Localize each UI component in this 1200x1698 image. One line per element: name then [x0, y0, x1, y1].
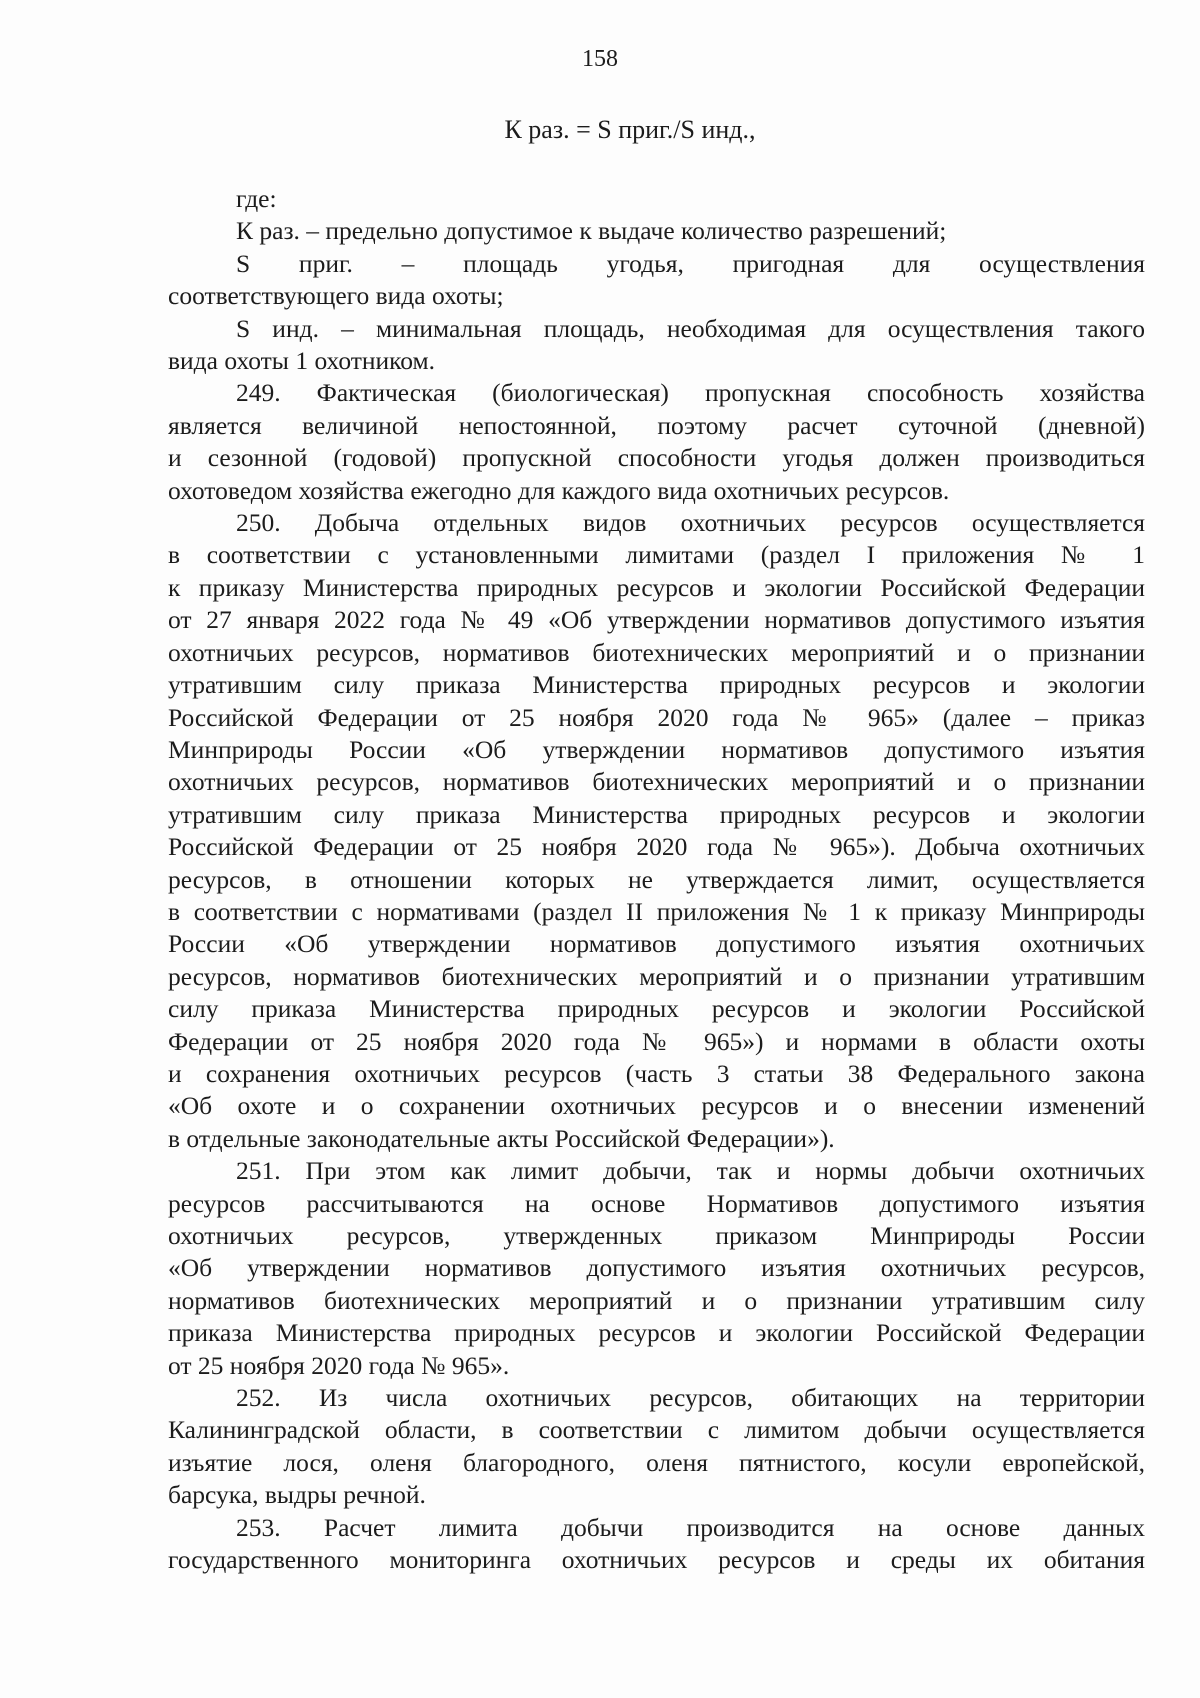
paragraphs-list — [168, 377, 1145, 1576]
text-line: утратившим силу приказа Министерства природных ресурсов и экологии — [168, 799, 1145, 829]
text-line: в соответствии с нормативами (раздел II приложения № 1 к приказу Минприроды — [168, 896, 1145, 926]
text-line: от 27 января 2022 года № 49 «Об утверждении нормативов допустимого изъятия — [168, 605, 1145, 635]
text-line: Федерации от 25 ноября 2020 года № 965») и нормами в области охоты — [168, 1026, 1145, 1056]
formula: К раз. = S приг./S инд., — [504, 115, 756, 144]
text-line: и сохранения охотничьих ресурсов (часть 3 статьи 38 Федерального закона — [168, 1058, 1145, 1088]
text-line: «Об охоте и о сохранении охотничьих ресурсов и о внесении изменений — [168, 1091, 1145, 1121]
text-line: 252. Из числа охотничьих ресурсов, обитающих на территории — [236, 1383, 1145, 1413]
text-line: соответствующего вида охоты; — [168, 281, 504, 311]
text-line: охотничьих ресурсов, утвержденных приказом Минприроды России — [168, 1221, 1145, 1250]
text-line: S инд. – минимальная площадь, необходимая для осуществления такого — [236, 313, 1145, 343]
text-line: К раз. – предельно допустимое к выдаче количество разрешений; — [236, 216, 947, 246]
paragraph — [168, 377, 1145, 507]
text-line: ресурсов рассчитываются на основе Нормативов допустимого изъятия — [168, 1188, 1145, 1218]
text-line: охотоведом хозяйства ежегодно для каждого вида охотничьих ресурсов. — [168, 475, 950, 505]
paragraph — [168, 1155, 1145, 1382]
definition-item — [168, 313, 1145, 378]
paragraph — [168, 1512, 1145, 1577]
text-line: 253. Расчет лимита добычи производится на основе данных — [236, 1512, 1145, 1542]
paragraph — [168, 507, 1145, 1155]
text-line: и сезонной (годовой) пропускной способности угодья должен производиться — [168, 443, 1145, 473]
text-line: приказа Министерства природных ресурсов и экологии Российской Федерации — [168, 1318, 1145, 1348]
text-line: России «Об утверждении нормативов допустимого изъятия охотничьих — [168, 929, 1145, 959]
text-line: силу приказа Министерства природных ресурсов и экологии Российской — [168, 994, 1145, 1024]
text-line: 251. При этом как лимит добычи, так и нормы добычи охотничьих — [236, 1156, 1145, 1186]
text-line: охотничьих ресурсов, нормативов биотехнических мероприятий и о признании — [168, 637, 1145, 667]
text-line: охотничьих ресурсов, нормативов биотехнических мероприятий и о признании — [168, 767, 1145, 797]
text-line: от 25 ноября 2020 года № 965». — [168, 1350, 510, 1380]
text-line: ресурсов, в отношении которых не утверждается лимит, осуществляется — [168, 864, 1145, 894]
text-line: в отдельные законодательные акты Российской Федерации»). — [168, 1123, 835, 1153]
text-line: Калининградской области, в соответствии с лимитом добычи осуществляется — [168, 1415, 1145, 1445]
text-line: «Об утверждении нормативов допустимого изъятия охотничьих ресурсов, — [168, 1253, 1145, 1283]
where-label: где: — [236, 184, 277, 213]
text-line: ресурсов, нормативов биотехнических мероприятий и о признании утратившим — [168, 961, 1145, 991]
text-line: 250. Добыча отдельных видов охотничьих ресурсов осуществляется — [236, 508, 1145, 538]
text-line: нормативов биотехнических мероприятий и о признании утратившим силу — [168, 1285, 1145, 1315]
text-line: S приг. – площадь угодья, пригодная для осуществления — [236, 248, 1145, 278]
text-line: 249. Фактическая (биологическая) пропускная способность хозяйства — [236, 378, 1145, 408]
page-number: 158 — [582, 46, 618, 72]
text-line: утратившим силу приказа Министерства природных ресурсов и экологии — [168, 670, 1145, 700]
text-line: государственного мониторинга охотничьих ресурсов и среды их обитания — [168, 1545, 1145, 1575]
text-line: в соответствии с установленными лимитами (раздел I приложения № 1 — [168, 540, 1145, 570]
text-line: Российской Федерации от 25 ноября 2020 года № 965»). Добыча охотничьих — [168, 832, 1145, 862]
text-line: Минприроды России «Об утверждении нормативов допустимого изъятия — [168, 734, 1145, 764]
definitions-list — [168, 215, 1145, 377]
text-line: изъятие лося, оленя благородного, оленя пятнистого, косули европейской, — [168, 1447, 1145, 1477]
paragraph — [168, 1382, 1145, 1512]
text-line: является величиной непостоянной, поэтому расчет суточной (дневной) — [168, 410, 1145, 440]
text-line: барсука, выдры речной. — [168, 1480, 426, 1510]
document-body — [168, 183, 1145, 1576]
definition-item — [168, 215, 1145, 247]
text-line: Российской Федерации от 25 ноября 2020 года № 965» (далее – приказ — [168, 702, 1145, 732]
definition-item — [168, 248, 1145, 313]
text-line: к приказу Министерства природных ресурсов и экологии Российской Федерации — [168, 572, 1145, 602]
text-line: вида охоты 1 охотником. — [168, 346, 436, 376]
